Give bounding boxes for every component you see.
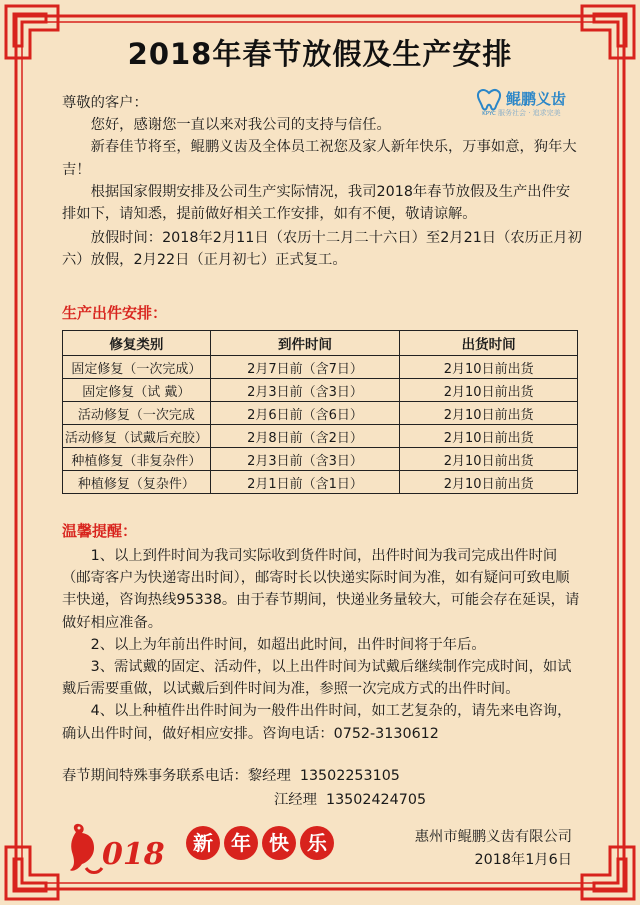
logo-tagline: 服务社会 · 追求完美: [498, 109, 561, 117]
cell-shipping: 2月10日前出货: [400, 471, 578, 494]
cell-category: 种植修复（非复杂件）: [63, 448, 211, 471]
header-shipping: 出货时间: [400, 331, 578, 356]
new-year-greeting: [186, 826, 334, 860]
intro-paragraph: 根据国家假期安排及公司生产实际情况，我司2018年春节放假及生产出件安排如下，请知悉，提前做好相关工作安排，如有不便，敬请谅解。: [62, 183, 571, 223]
header-arrival: 到件时间: [210, 331, 400, 356]
table-row: [63, 402, 578, 425]
contact-name: 江经理: [274, 792, 317, 808]
intro-letter: [62, 92, 582, 272]
holiday-contacts: [62, 764, 426, 812]
cell-category: 固定修复（一次完成）: [63, 356, 211, 379]
cell-arrival: 2月1日前（含1日）: [210, 471, 400, 494]
schedule-table: [62, 330, 578, 494]
cell-arrival: 2月3日前（含3日）: [210, 448, 400, 471]
cell-category: 活动修复（试戴后充胶）: [63, 425, 211, 448]
intro-paragraph: 新春佳节将至，鲲鹏义齿及全体员工祝您及家人新年快乐，万事如意，狗年大吉！: [62, 139, 577, 178]
company-name: 惠州市鲲鹏义齿有限公司: [414, 829, 572, 845]
table-row: [63, 425, 578, 448]
cell-category: 固定修复（试 戴）: [63, 379, 211, 402]
contact-phone: 13502253105: [299, 768, 400, 784]
reminder-list: [62, 545, 582, 745]
cell-shipping: 2月10日前出货: [400, 356, 578, 379]
logo-mark-text: KPYC: [482, 111, 496, 116]
signature-block: [415, 826, 572, 872]
reminder-item: 3、需试戴的固定、活动件，以上出件时间为试戴后继续制作完成时间，如试戴后需要重做，以试戴后到件时间为准，参照一次完成方式的出件时间。: [62, 659, 572, 698]
cell-arrival: 2月3日前（含3日）: [210, 379, 400, 402]
holiday-paragraph: 放假时间：2018年2月11日（农历十二月二十六日）至2月21日（农历正月初六）放假，2月22日（正月初七）正式复工。: [62, 230, 582, 269]
greeting-char: 快: [262, 826, 296, 860]
intro-paragraph: 您好，感谢您一直以来对我公司的支持与信任。: [90, 117, 391, 134]
table-row: [63, 379, 578, 402]
contact-phone: 13502424705: [325, 792, 427, 808]
table-row: [63, 471, 578, 494]
header-category: 修复类别: [63, 331, 211, 356]
table-header-row: [63, 331, 578, 356]
cell-shipping: 2月10日前出货: [400, 448, 578, 471]
year-art-text: 018: [102, 837, 165, 872]
cell-shipping: 2月10日前出货: [400, 425, 578, 448]
table-row: [63, 448, 578, 471]
cell-shipping: 2月10日前出货: [400, 402, 578, 425]
greeting: 尊敬的客户：: [62, 95, 148, 111]
signature-date: 2018年1月6日: [474, 852, 572, 868]
cell-shipping: 2月10日前出货: [400, 379, 578, 402]
reminder-item: 4、以上种植件出件时间为一般件出件时间，如工艺复杂的，请先来电咨询，确认出件时间，做好相应安排。咨询电话：0752-3130612: [62, 703, 572, 742]
reminder-item: 1、以上到件时间为我司实际收到货件时间，出件时间为我司完成出件时间（邮寄客户为快递寄出时间），邮寄时长以快递实际时间为准，如有疑问可致电顺丰快递，咨询热线95338。由于春节期间，快递业务量较大，可能会存在延误，请做好相应准备。: [62, 548, 580, 631]
cell-arrival: 2月7日前（含7日）: [210, 356, 400, 379]
cell-arrival: 2月6日前（含6日）: [210, 402, 400, 425]
page-title: 2018年春节放假及生产安排: [127, 37, 513, 71]
greeting-char: 新: [186, 826, 220, 860]
greeting-char: 乐: [300, 826, 334, 860]
logo-name: 鲲鹏义齿: [506, 90, 567, 108]
reminder-heading: 温馨提醒：: [62, 522, 138, 540]
reminder-item: 2、以上为年前出件时间，如超出此时间，出件时间将于年后。: [90, 636, 486, 653]
schedule-heading: 生产出件安排：: [62, 304, 168, 322]
table-row: [63, 356, 578, 379]
greeting-char: 年: [224, 826, 258, 860]
contacts-label: 春节期间特殊事务联系电话：: [62, 768, 248, 784]
contact-name: 黎经理: [247, 768, 291, 784]
cell-category: 种植修复（复杂件）: [63, 471, 211, 494]
cell-category: 活动修复（一次完成: [63, 402, 211, 425]
dog-2018-emblem: [64, 818, 174, 878]
cell-arrival: 2月8日前（含2日）: [210, 425, 400, 448]
